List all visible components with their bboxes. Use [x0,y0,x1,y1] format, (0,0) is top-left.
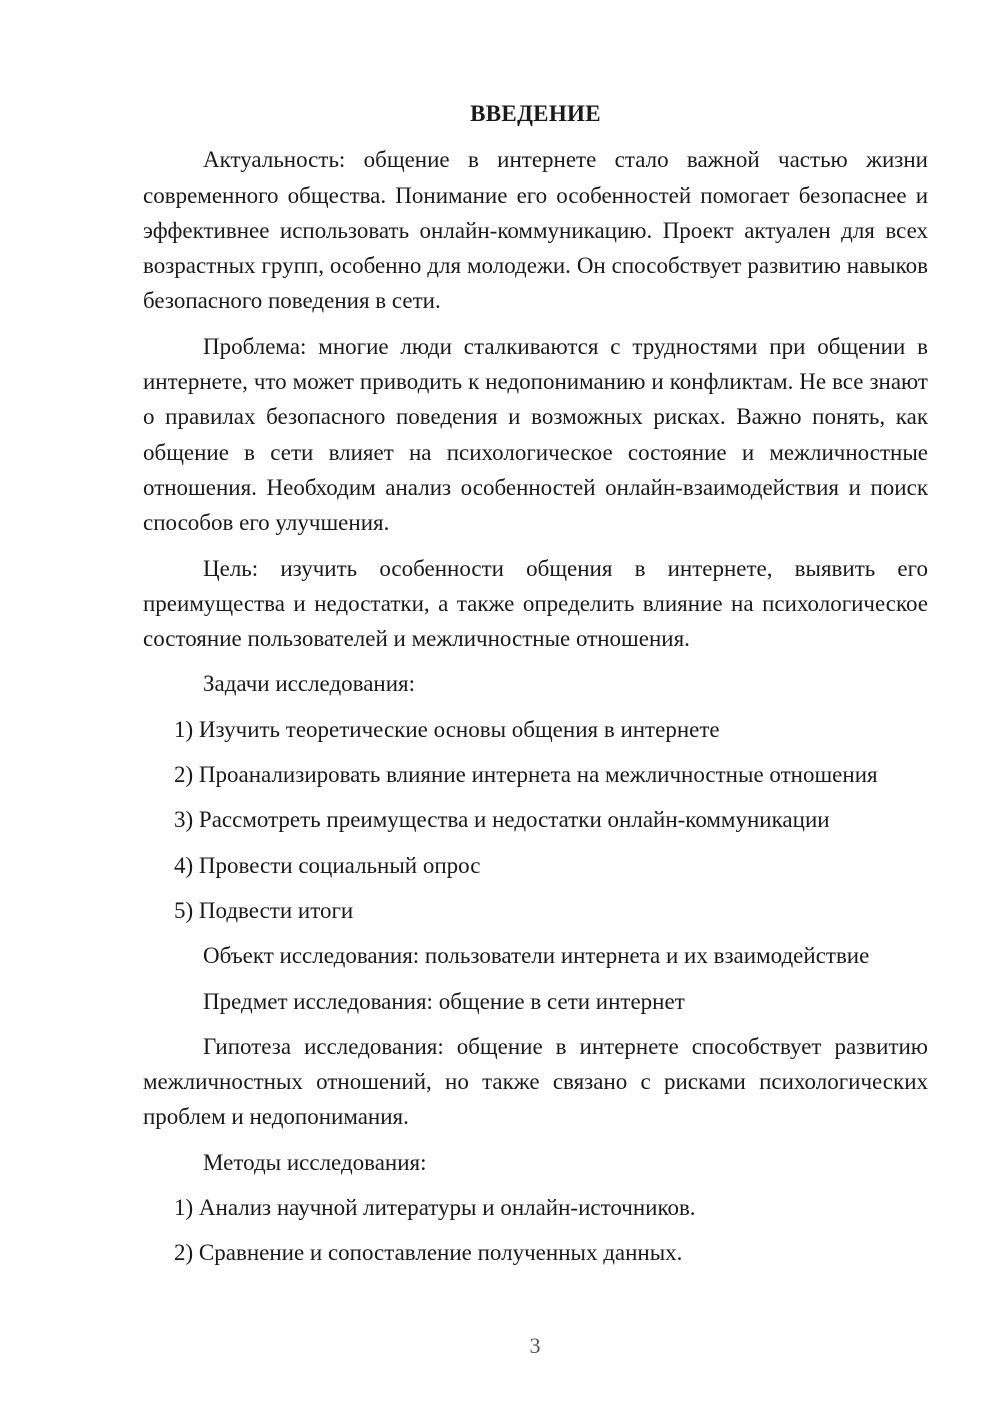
paragraph-problem: Проблема: многие люди сталкиваются с трудностями при общении в интернете, что может приводить к недопониманию и конфликтам. Не все знают о правилах безопасного поведения и возможных рисках. Важно понять, как общение в сети влияет на психологическое состояние и межличностные отношения. Необходим анализ особенностей онлайн-взаимодействия и поиск способов его улучшения. [143,333,928,536]
paragraph-relevance: Актуальность: общение в интернете стало важной частью жизни современного общества. Понимание его особенностей помогает безопаснее и эффективнее использовать онлайн-коммуникацию. Проект актуален для всех возрастных групп, особенно для молодежи. Он способствует развитию навыков безопасного поведения в сети. [143,147,928,314]
task-item: 5) Подвести итоги [174,897,354,923]
task-item: 4) Провести социальный опрос [174,852,481,878]
task-item: 3) Рассмотреть преимущества и недостатки онлайн-коммуникации [174,807,830,833]
task-item: 1) Изучить теоретические основы общения в интернете [174,716,720,742]
section-heading: ВВЕДЕНИЕ [470,101,601,126]
research-subject: Предмет исследования: общение в сети интернет [203,988,685,1014]
method-item: 2) Сравнение и сопоставление полученных данных. [174,1240,683,1266]
task-item: 2) Проанализировать влияние интернета на межличностные отношения [174,762,878,788]
tasks-title: Задачи исследования: [203,671,416,697]
paragraph-goal: Цель: изучить особенности общения в интернете, выявить его преимущества и недостатки, а также определить влияние на психологическое состояние пользователей и межличностные отношения. [143,555,928,652]
page-content [143,96,928,1281]
paragraph-hypothesis: Гипотеза исследования: общение в интернете способствует развитию межличностных отношений, но также связано с рисками психологических проблем и недопонимания. [143,1033,928,1130]
methods-title: Методы исследования: [203,1149,427,1175]
page-number: 3 [529,1333,541,1358]
method-item: 1) Анализ научной литературы и онлайн-источников. [174,1195,696,1221]
research-object: Объект исследования: пользователи интернета и их взаимодействие [203,943,870,969]
